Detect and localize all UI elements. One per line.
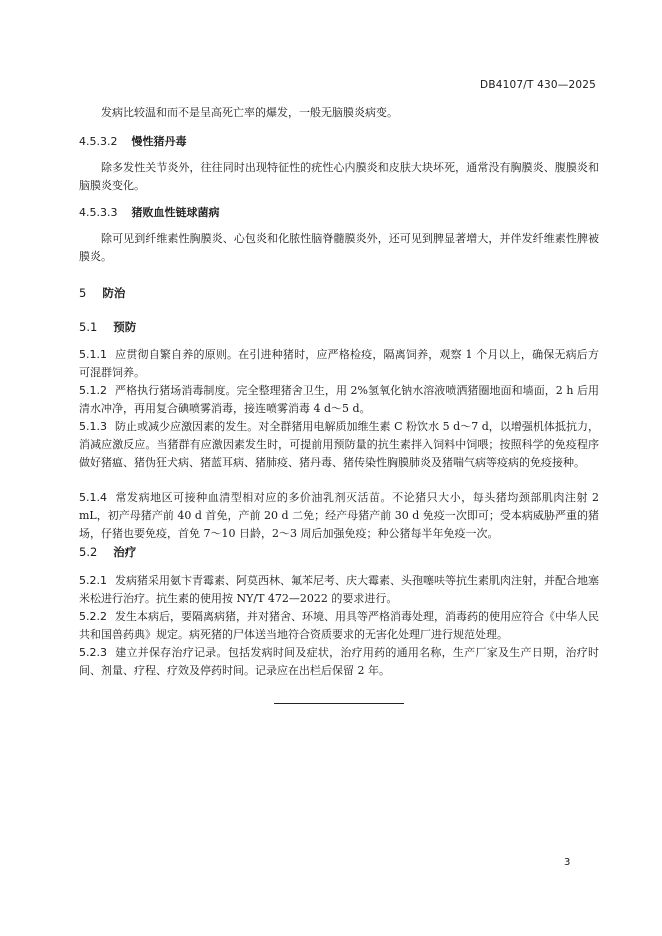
section-heading-5-2 <box>79 543 136 561</box>
clause-5-1-4 <box>79 489 599 543</box>
clause-text: 严格执行猪场消毒制度。完全整理猪舍卫生，用 2%氢氧化钠水溶液喷洒猪圈地面和墙面，2 h 后用清水冲净，再用复合碘喷雾消毒，接连喷雾消毒 4 d～5 d。 <box>79 384 599 415</box>
chapter-title: 防治 <box>102 286 126 300</box>
section-number: 4.5.3.3 <box>79 206 118 219</box>
chapter-heading-5 <box>79 284 125 302</box>
paragraph-continuation: 发病比较温和而不是呈高死亡率的爆发，一般无脑膜炎病变。 <box>101 106 398 119</box>
section-heading-4-5-3-3 <box>79 204 219 222</box>
clause-text: 发生本病后，要隔离病猪，并对猪舍、环境、用具等严格消毒处理，消毒药的使用应符合《中华人民共和国兽药典》规定。病死猪的尸体送当地符合资质要求的无害化处理厂进行规范处理。 <box>79 610 599 641</box>
clause-number: 5.2.3 <box>79 646 107 659</box>
clause-5-1-3 <box>79 418 599 472</box>
clause-number: 5.1.2 <box>79 384 107 397</box>
clause-text: 发病猪采用氨卞青霉素、阿莫西林、氟苯尼考、庆大霉素、头孢噻呋等抗生素肌肉注射，并配合地塞米松进行治疗。抗生素的使用按 NY/T 472—2022 的要求进行。 <box>79 574 599 605</box>
clause-5-2-2 <box>79 608 599 644</box>
section-heading-4-5-3-2 <box>79 133 186 151</box>
paragraph: 除多发性关节炎外，往往同时出现特征性的疣性心内膜炎和皮肤大块坏死，通常没有胸膜炎、腹膜炎和脑膜炎变化。 <box>79 161 599 192</box>
paragraph: 除可见到纤维素性胸膜炎、心包炎和化脓性脑脊髓膜炎外，还可见到脾显著增大，并伴发纤维素性脾被膜炎。 <box>79 232 599 263</box>
clause-number: 5.2.2 <box>79 610 107 623</box>
clause-5-2-3 <box>79 644 599 680</box>
clause-text: 应贯彻自繁自养的原则。在引进种猪时，应严格检疫，隔离饲养，观察 1 个月以上，确保无病后方可混群饲养。 <box>79 348 599 379</box>
section-heading-5-1 <box>79 318 136 336</box>
chapter-number: 5 <box>79 286 87 300</box>
clause-text: 建立并保存治疗记录。包括发病时间及症状，治疗用药的通用名称，生产厂家及生产日期，治疗时间、剂量、疗程、疗效及停药时间。记录应在出栏后保留 2 年。 <box>79 646 599 677</box>
section-number: 5.1 <box>79 320 98 334</box>
doc-code: DB4107/T 430—2025 <box>480 79 596 91</box>
section-title: 慢性猪丹毒 <box>131 135 187 148</box>
section-title: 治疗 <box>113 545 137 559</box>
clause-5-1-1 <box>79 346 599 382</box>
section-number: 4.5.3.2 <box>79 135 118 148</box>
section-title: 猪败血性链球菌病 <box>131 206 220 219</box>
section-number: 5.2 <box>79 545 98 559</box>
clause-text: 常发病地区可接种血清型相对应的多价油乳剂灭活苗。不论猪只大小，每头猪均颈部肌肉注射 2 mL，初产母猪产前 40 d 首免，产前 20 d 二免；经产母猪产前 30 d 免疫一次即可；受本病威胁严重的猪场，仔猪也要免疫，首免 7～10 日龄，2～3 周后加强免疫；种公猪每半年免疫一次。 <box>79 491 599 540</box>
clause-number: 5.1.1 <box>79 348 107 361</box>
clause-5-2-1 <box>79 572 599 608</box>
clause-number: 5.2.1 <box>79 574 107 587</box>
clause-number: 5.1.4 <box>79 491 107 504</box>
end-of-document-rule <box>274 703 404 704</box>
section-title: 预防 <box>113 320 137 334</box>
clause-5-1-2 <box>79 382 599 418</box>
page-number: 3 <box>564 857 571 868</box>
clause-text: 防止或减少应激因素的发生。对全群猪用电解质加维生素 C 粉饮水 5 d～7 d，以增强机体抵抗力，消减应激反应。当猪群有应激因素发生时，可提前用预防量的抗生素拌入饲料中饲喂；按照科学的免疫程序做好猪瘟、猪伪狂犬病、猪蓝耳病、猪肺疫、猪丹毒、猪传染性胸膜肺炎及猪喘气病等疫病的免疫接种。 <box>79 420 599 469</box>
clause-number: 5.1.3 <box>79 420 107 433</box>
